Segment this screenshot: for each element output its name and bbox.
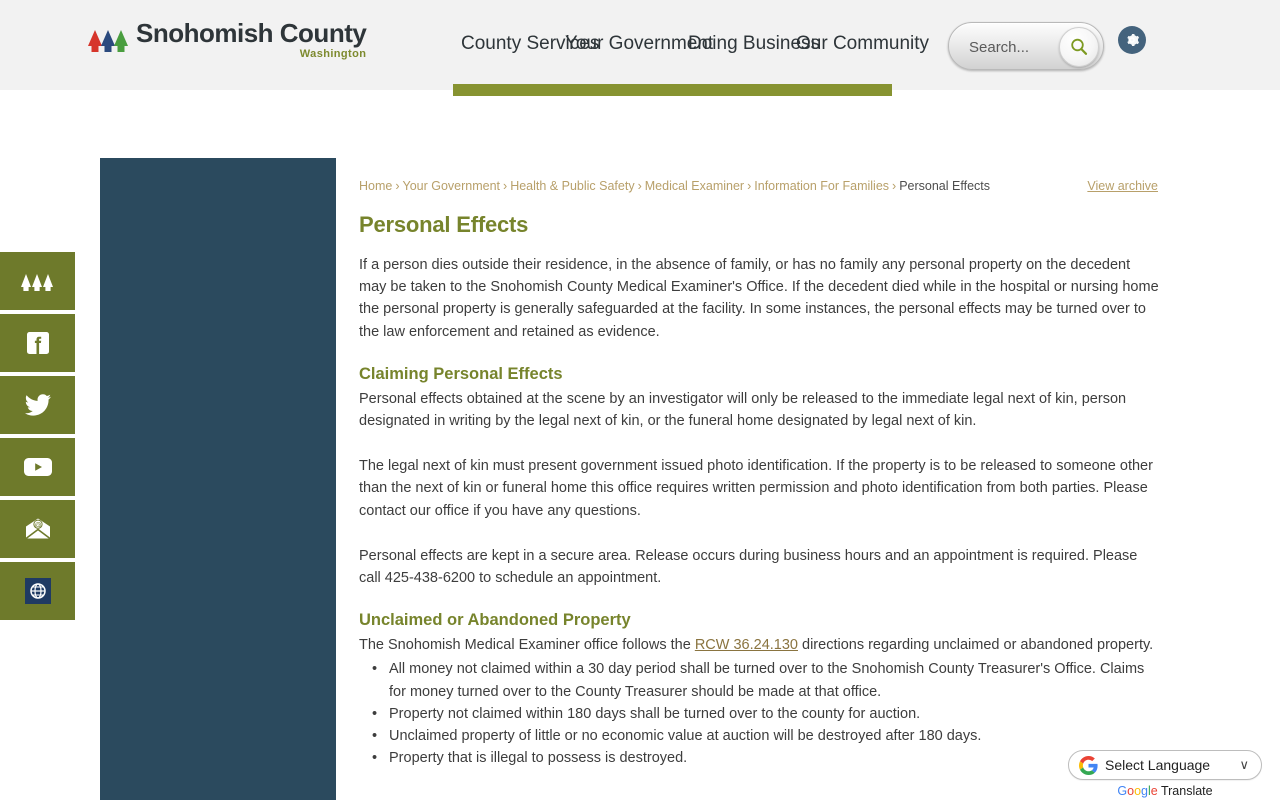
svg-text:@: @ xyxy=(33,522,42,530)
social-rail xyxy=(0,252,75,624)
google-word-e: e xyxy=(1150,784,1158,798)
envelope-at-icon xyxy=(23,517,53,541)
unclaimed-lead-before: The Snohomish Medical Examiner office follows the xyxy=(359,637,695,654)
rail-item-county-logo[interactable] xyxy=(0,252,75,310)
list-item: • All money not claimed within a 30 day period shall be turned over to the Snohomish County Treasurer's Office. Claims for money turned over to the County Treasurer should be made at that office. xyxy=(389,658,1159,702)
google-word-g2: g xyxy=(1141,784,1148,798)
rcw-link[interactable]: RCW 36.24.130 xyxy=(694,637,798,654)
breadcrumb-item-health-public-safety[interactable]: Health & Public Safety xyxy=(510,179,635,193)
youtube-play-icon xyxy=(22,455,54,479)
breadcrumb xyxy=(359,179,1159,193)
google-word-o2: o xyxy=(1134,784,1142,798)
logo-wordmark xyxy=(136,20,366,60)
search-submit-button[interactable] xyxy=(1059,27,1099,67)
three-mountain-arrows-logo-icon xyxy=(86,24,132,54)
translate-word: Translate xyxy=(1160,784,1213,798)
gear-icon xyxy=(1124,32,1140,48)
unclaimed-lead xyxy=(359,634,1159,656)
rail-item-email[interactable] xyxy=(0,500,75,558)
breadcrumb-separator: › xyxy=(892,179,897,193)
rail-item-youtube[interactable] xyxy=(0,438,75,496)
rail-item-website[interactable] xyxy=(0,562,75,620)
logo-subtitle: Washington xyxy=(299,48,367,60)
claiming-paragraph-3: Personal effects are kept in a secure area. Release occurs during business hours and an appointment is required. Please call 425-438-6200 to schedule an appointment. xyxy=(359,547,1138,587)
settings-button[interactable] xyxy=(1118,26,1146,54)
search-box xyxy=(948,22,1104,70)
site-logo[interactable] xyxy=(86,20,366,60)
search-input[interactable] xyxy=(967,33,1059,61)
main-content xyxy=(359,158,1159,769)
globe-icon xyxy=(29,582,47,600)
selected-language-label: Select Language xyxy=(1105,757,1211,773)
language-select[interactable] xyxy=(1068,750,1262,780)
facebook-icon xyxy=(25,330,51,356)
unclaimed-heading: Unclaimed or Abandoned Property xyxy=(359,611,631,630)
nav-item-your-government[interactable]: Your Government xyxy=(565,33,714,54)
intro-paragraph: If a person dies outside their residence, in the absence of family, or has no family any personal property on the decedent may be taken to the Snohomish County Medical Examiner's Office. If the decedent died while in the hospital or nursing home the personal property is generally safeguarded at the facility. In some instances, the personal effects may be turned over to the law enforcement and retained as evidence. xyxy=(359,257,1159,340)
google-translate-attribution xyxy=(1068,784,1262,798)
google-word-l: l xyxy=(1147,784,1151,798)
breadcrumb-row xyxy=(359,158,1159,193)
primary-nav xyxy=(453,30,930,64)
breadcrumb-current: Personal Effects xyxy=(899,179,990,193)
chevron-down-icon: ∨ xyxy=(1239,757,1249,772)
breadcrumb-separator: › xyxy=(747,179,752,193)
breadcrumb-separator: › xyxy=(503,179,508,193)
nav-active-underline xyxy=(453,84,892,96)
unclaimed-bullet-list xyxy=(359,658,1159,769)
rail-item-facebook[interactable] xyxy=(0,314,75,372)
google-g-icon xyxy=(1079,756,1098,775)
breadcrumb-separator: › xyxy=(395,179,400,193)
twitter-bird-icon xyxy=(24,393,52,417)
claiming-heading: Claiming Personal Effects xyxy=(359,364,563,383)
list-item: • Unclaimed property of little or no economic value at auction will be destroyed after 180 days. xyxy=(389,725,1159,747)
rail-item-twitter[interactable] xyxy=(0,376,75,434)
breadcrumb-item-information-for-families[interactable]: Information For Families xyxy=(754,179,890,193)
claiming-paragraph-1: Personal effects obtained at the scene by an investigator will only be released to the immediate legal next of kin, person designated in writing by the legal next of kin, or the funeral home designated by legal next of kin. xyxy=(359,390,1127,430)
google-translate-widget xyxy=(1068,750,1262,798)
list-item: • Property that is illegal to possess is destroyed. xyxy=(389,747,1159,769)
nav-item-our-community[interactable]: Our Community xyxy=(796,33,930,54)
left-feature-panel xyxy=(100,158,336,800)
breadcrumb-item-your-government[interactable]: Your Government xyxy=(402,179,501,193)
breadcrumb-item-home[interactable]: Home xyxy=(359,179,393,193)
page-title: Personal Effects xyxy=(359,212,529,237)
unclaimed-lead-after: directions regarding unclaimed or abandoned property. xyxy=(797,637,1154,654)
google-word-g: G xyxy=(1117,784,1128,798)
google-word-o1: o xyxy=(1127,784,1135,798)
breadcrumb-separator: › xyxy=(637,179,642,193)
nav-item-county-services[interactable]: County Services xyxy=(461,33,600,54)
view-archive-link[interactable]: View archive xyxy=(1087,179,1158,193)
claiming-paragraph-2: The legal next of kin must present government issued photo identification. If the property is to be released to someone other than the next of kin or funeral home this office requires written permission and photo identification from both parties. Please contact our office if you have any questions. xyxy=(359,458,1153,519)
nav-item-doing-business[interactable]: Doing Business xyxy=(688,33,821,54)
list-item: • Property not claimed within 180 days shall be turned over to the county for auction. xyxy=(389,703,1159,725)
globe-chip xyxy=(25,578,51,604)
breadcrumb-item-medical-examiner[interactable]: Medical Examiner xyxy=(644,179,745,193)
site-header xyxy=(0,0,1280,90)
search-icon xyxy=(1069,37,1089,57)
logo-title: Snohomish County xyxy=(136,18,367,48)
mountains-icon xyxy=(19,269,57,293)
